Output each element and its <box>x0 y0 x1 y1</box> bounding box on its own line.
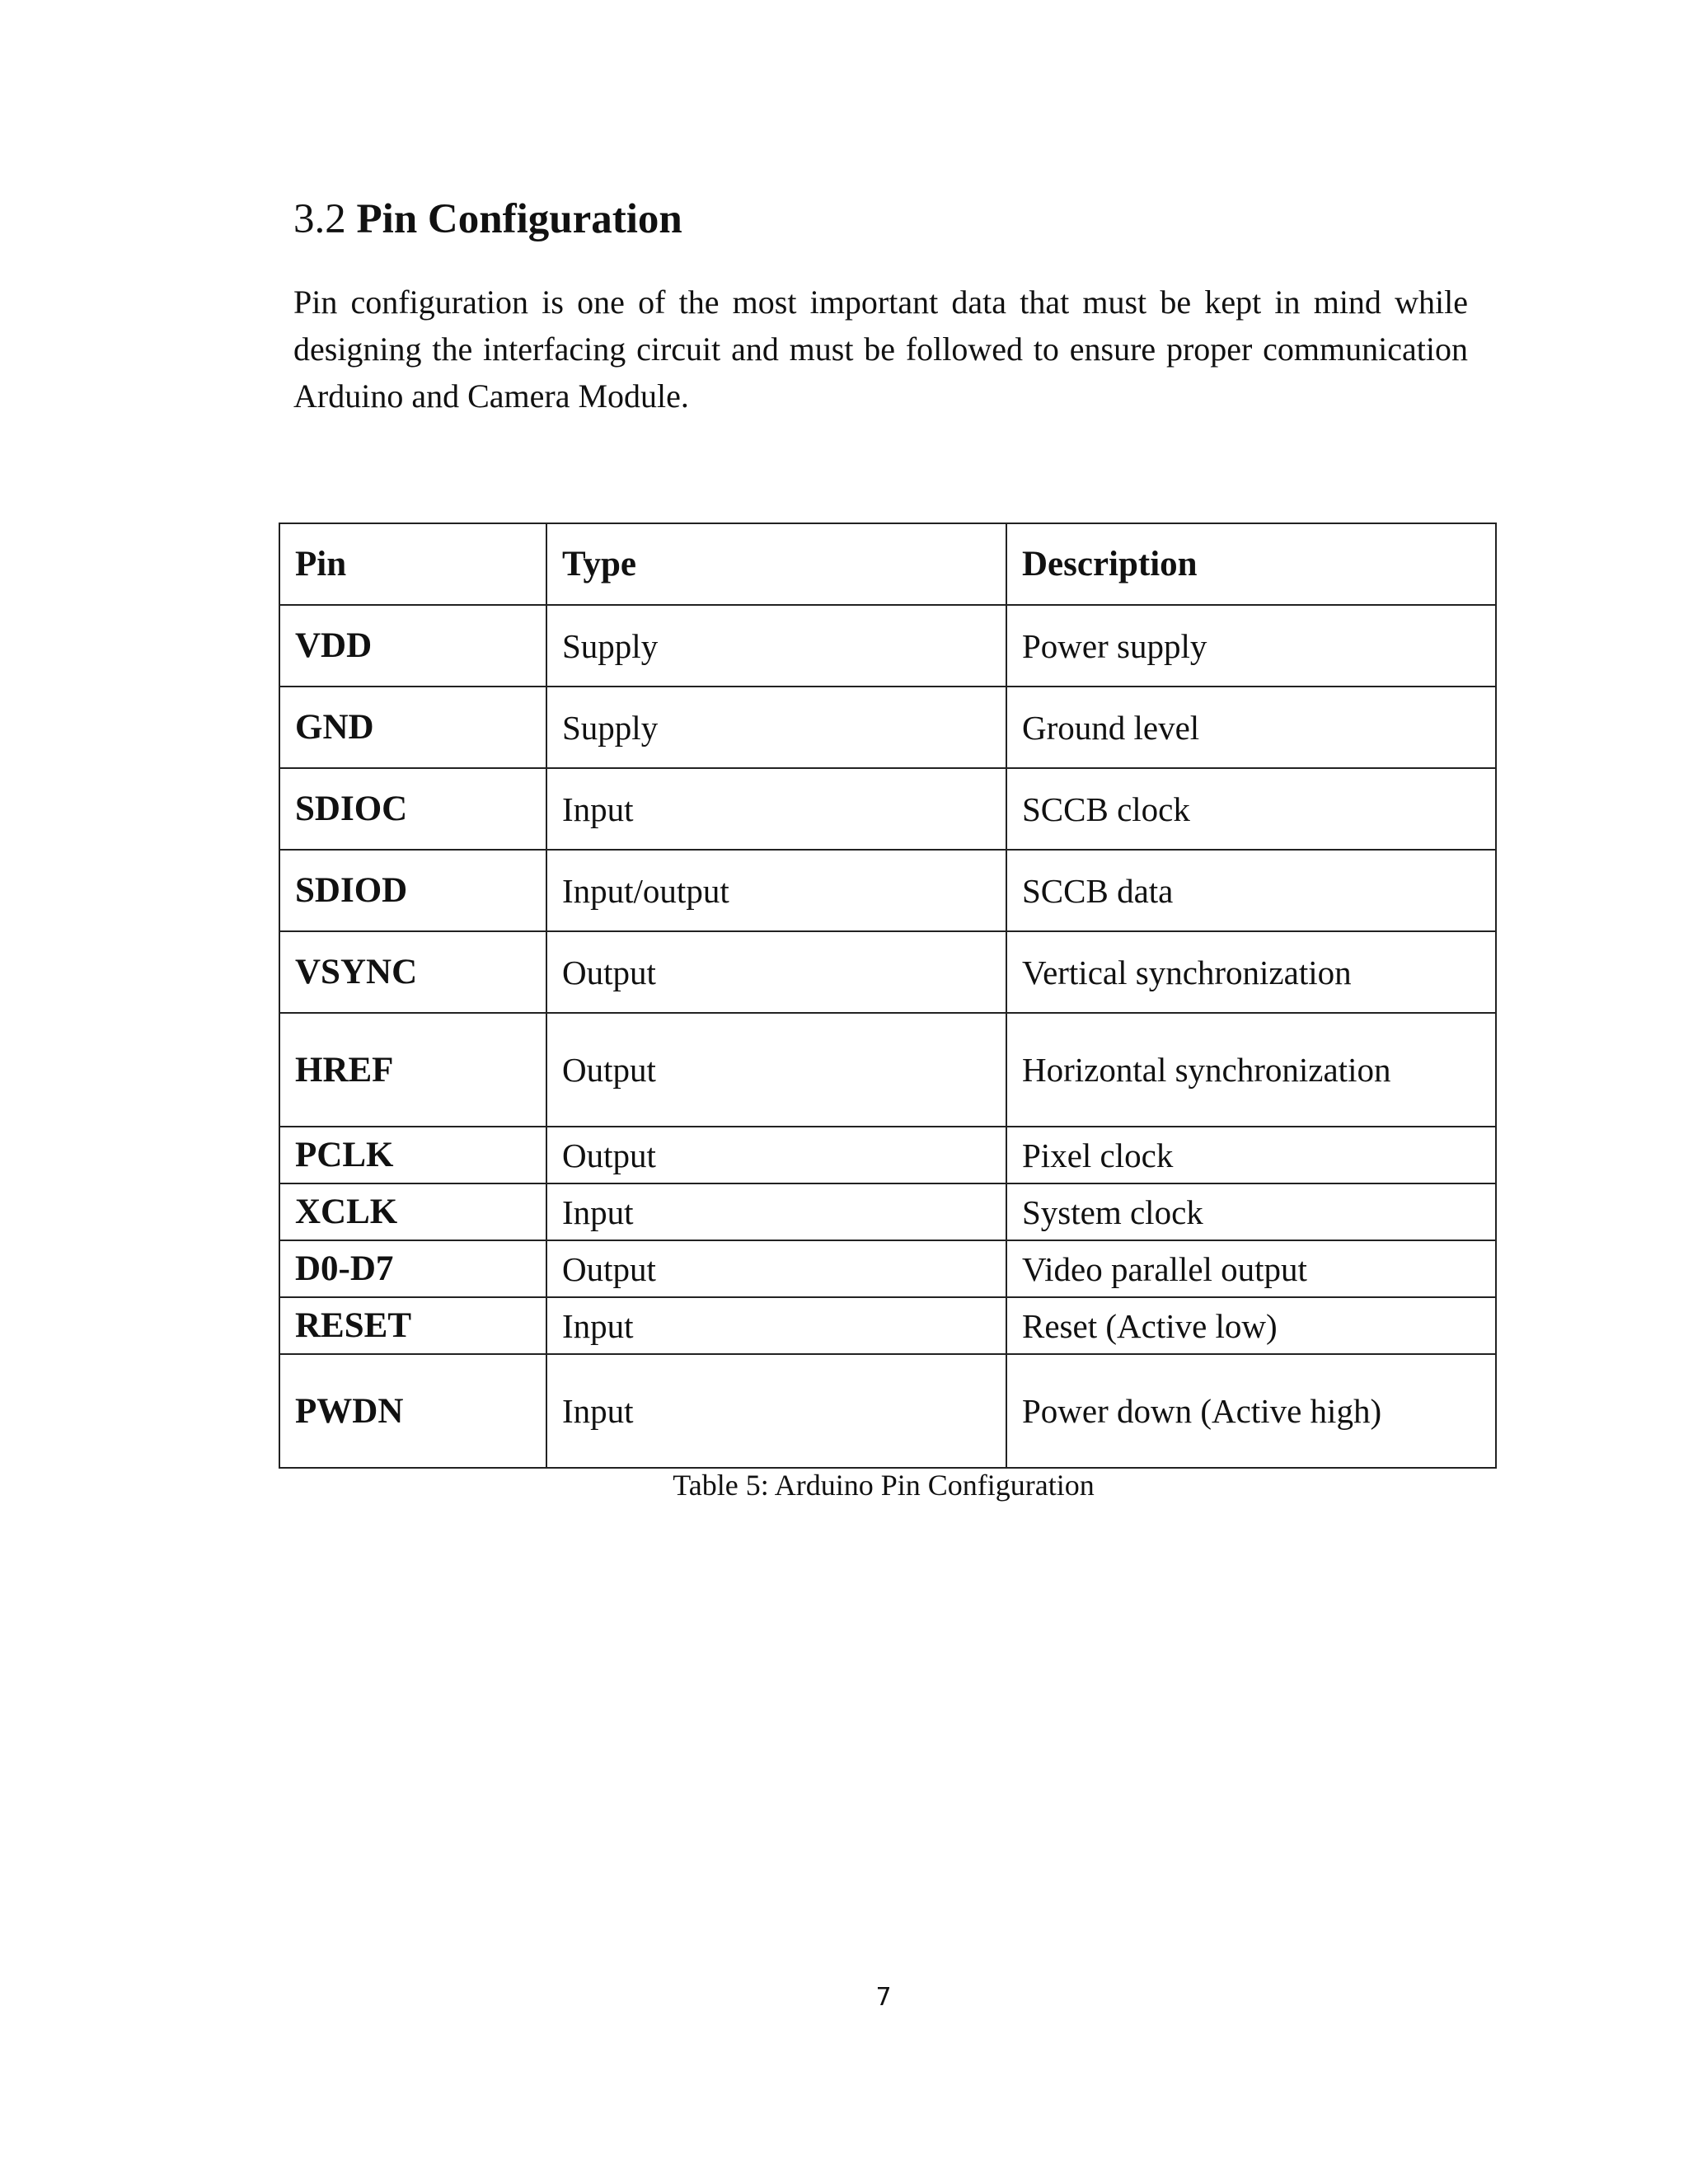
description-cell: Power supply <box>1006 605 1496 687</box>
table-row <box>279 687 1496 768</box>
description-cell: Pixel clock <box>1006 1127 1496 1183</box>
table-row <box>279 850 1496 931</box>
type-cell: Input <box>546 1297 1006 1354</box>
section-number: 3.2 <box>293 196 346 242</box>
description-cell: Horizontal synchronization <box>1006 1013 1496 1127</box>
description-cell: System clock <box>1006 1183 1496 1240</box>
page-number: 7 <box>875 1983 892 2012</box>
type-cell: Output <box>546 1127 1006 1183</box>
pin-configuration-table <box>279 523 1497 1469</box>
table-row <box>279 1240 1496 1297</box>
table-row <box>279 1297 1496 1354</box>
pin-cell: VSYNC <box>279 931 546 1013</box>
column-header-type: Type <box>546 523 1006 605</box>
description-cell: Ground level <box>1006 687 1496 768</box>
table-row <box>279 605 1496 687</box>
pin-cell: SDIOD <box>279 850 546 931</box>
section-title: Pin Configuration <box>356 196 682 242</box>
pin-cell: SDIOC <box>279 768 546 850</box>
description-cell: Vertical synchronization <box>1006 931 1496 1013</box>
section-heading <box>293 194 682 244</box>
pin-cell: PCLK <box>279 1127 546 1183</box>
type-cell: Input <box>546 768 1006 850</box>
table-row <box>279 768 1496 850</box>
type-cell: Supply <box>546 605 1006 687</box>
description-cell: Power down (Active high) <box>1006 1354 1496 1468</box>
pin-cell: D0-D7 <box>279 1240 546 1297</box>
description-cell: Reset (Active low) <box>1006 1297 1496 1354</box>
description-cell: SCCB data <box>1006 850 1496 931</box>
table-row <box>279 1183 1496 1240</box>
type-cell: Output <box>546 1240 1006 1297</box>
table-row <box>279 1354 1496 1468</box>
table-row <box>279 1013 1496 1127</box>
type-cell: Output <box>546 1013 1006 1127</box>
pin-cell: GND <box>279 687 546 768</box>
type-cell: Input <box>546 1354 1006 1468</box>
table-row <box>279 1127 1496 1183</box>
type-cell: Input <box>546 1183 1006 1240</box>
pin-cell: PWDN <box>279 1354 546 1468</box>
column-header-description: Description <box>1006 523 1496 605</box>
type-cell: Supply <box>546 687 1006 768</box>
pin-cell: RESET <box>279 1297 546 1354</box>
table-row <box>279 931 1496 1013</box>
description-cell: Video parallel output <box>1006 1240 1496 1297</box>
table-header-row <box>279 523 1496 605</box>
type-cell: Input/output <box>546 850 1006 931</box>
pin-cell: XCLK <box>279 1183 546 1240</box>
pin-cell: VDD <box>279 605 546 687</box>
type-cell: Output <box>546 931 1006 1013</box>
intro-paragraph: Pin configuration is one of the most important data that must be kept in mind while designing the interfacing circuit and must be followed to ensure proper communication Arduino and Camera Module. <box>293 284 1468 415</box>
table-caption: Table 5: Arduino Pin Configuration <box>673 1469 1095 1502</box>
column-header-pin: Pin <box>279 523 546 605</box>
description-cell: SCCB clock <box>1006 768 1496 850</box>
pin-cell: HREF <box>279 1013 546 1127</box>
